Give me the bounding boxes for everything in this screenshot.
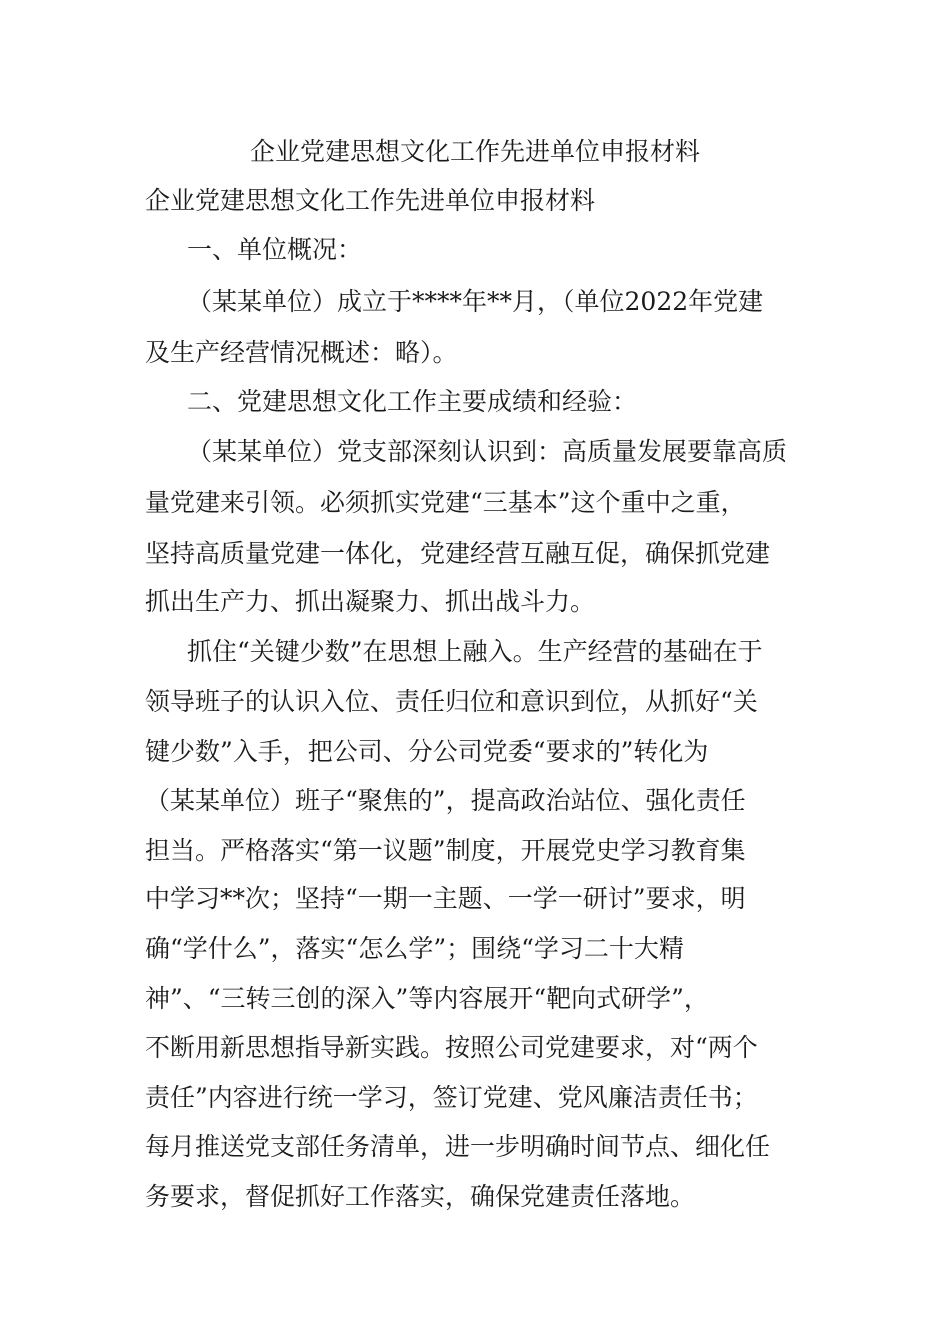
document-title: 企业党建思想文化工作先进单位申报材料 <box>249 137 700 166</box>
paragraph-line: 抓出生产力、抓出凝聚力、抓出战斗力。 <box>145 587 596 616</box>
paragraph-line: （某某单位）班子“聚焦的”，提高政治站位、强化责任 <box>145 786 746 815</box>
overview-line: 及生产经营情况概述：略）。 <box>145 338 458 367</box>
paragraph-line: 神”、“三转三创的深入”等内容展开“靶向式研学”， <box>145 984 709 1013</box>
paragraph-line: 键少数”入手，把公司、分公司党委“要求的”转化为 <box>145 737 709 766</box>
paragraph-line: 确“学什么”，落实“怎么学”；围绕“学习二十大精 <box>145 934 684 963</box>
paragraph-line: 担当。严格落实“第一议题”制度，开展党史学习教育集 <box>145 836 746 865</box>
paragraph-line: 每月推送党支部任务清单，进一步明确时间节点、细化任 <box>145 1132 771 1161</box>
section-heading-achievements: 二、党建思想文化工作主要成绩和经验： <box>187 387 638 416</box>
paragraph-line: 中学习**次；坚持“一期一主题、一学一研讨”要求，明 <box>145 884 746 913</box>
overview-line: （某某单位）成立于****年**月，（单位2022年党建 <box>187 287 764 316</box>
document-subtitle: 企业党建思想文化工作先进单位申报材料 <box>145 186 596 215</box>
section-heading-overview: 一、单位概况： <box>187 235 363 264</box>
paragraph-line: （某某单位）党支部深刻认识到：高质量发展要靠高质 <box>187 437 788 466</box>
paragraph-line: 不断用新思想指导新实践。按照公司党建要求，对“两个 <box>145 1033 758 1062</box>
paragraph-line: 责任”内容进行统一学习，签订党建、党风廉洁责任书； <box>145 1083 758 1112</box>
paragraph-line: 坚持高质量党建一体化，党建经营互融互促，确保抓党建 <box>145 539 771 568</box>
paragraph-line: 量党建来引领。必须抓实党建“三基本”这个重中之重， <box>145 488 746 517</box>
paragraph-line: 领导班子的认识入位、责任归位和意识到位，从抓好“关 <box>145 687 758 716</box>
paragraph-line: 抓住“关键少数”在思想上融入。生产经营的基础在于 <box>187 637 763 666</box>
paragraph-line: 务要求，督促抓好工作落实，确保党建责任落地。 <box>145 1182 696 1211</box>
